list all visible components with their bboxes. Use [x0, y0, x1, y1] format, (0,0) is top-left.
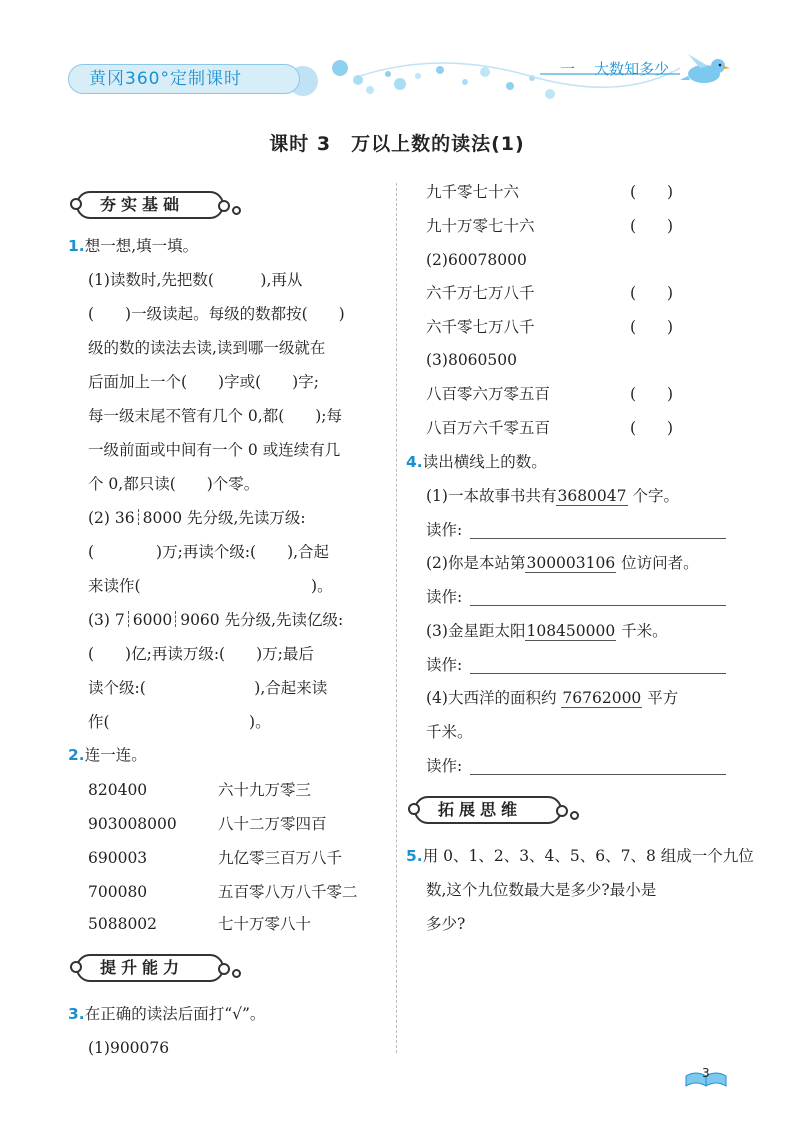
q1-line: (1)读数时,先把数( ),再从	[88, 271, 303, 289]
q1-line	[88, 610, 343, 630]
q4-text: (2)你是本站第	[426, 554, 526, 572]
answer-line[interactable]	[470, 673, 726, 674]
badge-ring	[570, 811, 579, 820]
q3-title	[68, 1004, 265, 1024]
section-badge-extend	[414, 796, 562, 824]
q1-text-part: 9060 先分级,先读亿级:	[180, 611, 344, 629]
section-label: 提升能力	[100, 958, 185, 977]
chapter-heading	[560, 58, 669, 79]
question-number: 1.	[68, 237, 85, 255]
question-number: 5.	[406, 847, 423, 865]
question-number: 3.	[68, 1005, 85, 1023]
match-word: 五百零八万八千零二	[218, 883, 358, 901]
chapter-title: 大数知多少	[594, 60, 670, 78]
answer-parens[interactable]: ( )	[630, 385, 674, 403]
q1-number-part: (2) 36	[88, 509, 135, 527]
q3-option: 六千零七万八千	[426, 318, 535, 336]
brand-badge	[68, 64, 300, 94]
q4-text: (1)一本故事书共有	[426, 487, 557, 505]
brand-text: 黄冈360°定制课时	[89, 69, 242, 89]
q4-text: 位访问者。	[621, 554, 699, 572]
question-text: 用 0、1、2、3、4、5、6、7、8 组成一个九位	[422, 847, 754, 865]
answer-parens[interactable]: ( )	[630, 318, 674, 336]
section-label: 拓展思维	[438, 800, 523, 819]
match-number: 903008000	[88, 815, 177, 833]
q3-sub: (1)900076	[88, 1039, 170, 1057]
question-number: 2.	[68, 746, 85, 764]
q1-line: 后面加上一个( )字或( )字;	[88, 373, 319, 391]
question-text: 想一想,填一填。	[84, 237, 199, 255]
match-number: 690003	[88, 849, 148, 867]
underlined-number: 3680047	[557, 487, 627, 505]
q1-line: 作( )。	[88, 713, 271, 731]
q5-line	[406, 846, 754, 866]
q3-sub: (2)60078000	[426, 251, 527, 269]
read-label: 读作:	[426, 521, 463, 539]
q1-text-part: 8000 先分级,先读万级:	[142, 509, 306, 527]
match-word: 七十万零八十	[218, 915, 312, 933]
q1-line: ( )万;再读个级:( ),合起	[88, 543, 330, 561]
section-badge-basic	[76, 191, 224, 219]
badge-ring	[218, 200, 230, 212]
digit-separator	[128, 611, 130, 627]
match-number: 700080	[88, 883, 148, 901]
q4-text: 千米。	[621, 622, 668, 640]
q5-line: 数,这个九位数最大是多少?最小是	[426, 881, 657, 899]
q1-line	[88, 508, 306, 528]
chapter-number: 一	[560, 60, 576, 78]
q4-text: 个字。	[632, 487, 679, 505]
q4-item	[426, 688, 678, 708]
match-word: 九亿零三百万八千	[218, 849, 343, 867]
q4-text: (4)大西洋的面积约	[426, 689, 557, 707]
q4-title	[406, 452, 547, 472]
read-label: 读作:	[426, 757, 463, 775]
answer-parens[interactable]: ( )	[630, 284, 674, 302]
answer-parens[interactable]: ( )	[630, 183, 674, 201]
underlined-number: 300003106	[526, 554, 616, 572]
answer-parens[interactable]: ( )	[630, 217, 674, 235]
q1-line: 一级前面或中间有一个 0 或连续有几	[88, 441, 341, 459]
q3-option: 六千万七万八千	[426, 284, 535, 302]
q1-number-part: (3) 7	[88, 611, 125, 629]
section-badge-improve	[76, 954, 224, 982]
q5-line: 多少?	[426, 915, 466, 933]
q1-number-part: 6000	[132, 611, 173, 629]
underlined-number: 76762000	[562, 689, 642, 707]
q4-text: 平方	[647, 689, 679, 707]
question-text: 读出横线上的数。	[422, 453, 547, 471]
question-text: 连一连。	[84, 746, 147, 764]
match-number: 5088002	[88, 915, 158, 933]
q4-item	[426, 621, 668, 641]
q4-text: (3)金星距太阳	[426, 622, 526, 640]
q3-option: 八百零六万零五百	[426, 385, 551, 403]
q1-title	[68, 236, 198, 256]
q1-line: 每一级末尾不管有几个 0,都( );每	[88, 407, 343, 425]
q4-item	[426, 553, 699, 573]
underlined-number: 108450000	[526, 622, 616, 640]
q4-item	[426, 486, 679, 506]
q3-sub: (3)8060500	[426, 351, 517, 369]
q1-line: ( )一级读起。每级的数都按( )	[88, 305, 345, 323]
q1-line: 来读作( )。	[88, 577, 333, 595]
badge-ring	[70, 961, 82, 973]
read-label: 读作:	[426, 588, 463, 606]
q4-item-cont: 千米。	[426, 723, 473, 741]
match-word: 六十九万零三	[218, 781, 312, 799]
badge-ring	[232, 969, 241, 978]
answer-line[interactable]	[470, 774, 726, 775]
q1-line: 个 0,都只读( )个零。	[88, 475, 260, 493]
q3-option: 八百万六千零五百	[426, 419, 551, 437]
badge-ring	[556, 805, 568, 817]
answer-line[interactable]	[470, 605, 726, 606]
match-word: 八十二万零四百	[218, 815, 327, 833]
badge-ring	[408, 803, 420, 815]
q1-line: ( )亿;再读万级:( )万;最后	[88, 645, 314, 663]
q3-option: 九千零七十六	[426, 183, 520, 201]
question-number: 4.	[406, 453, 423, 471]
question-text: 在正确的读法后面打“√”。	[84, 1005, 266, 1023]
answer-parens[interactable]: ( )	[630, 419, 674, 437]
bird-icon	[680, 50, 730, 94]
digit-separator	[138, 509, 140, 525]
q1-line: 级的数的读法去读,读到哪一级就在	[88, 339, 326, 357]
badge-ring	[232, 206, 241, 215]
q3-option: 九十万零七十六	[426, 217, 535, 235]
badge-ring	[70, 198, 82, 210]
q1-line: 读个级:( ),合起来读	[88, 679, 328, 697]
read-label: 读作:	[426, 656, 463, 674]
column-divider	[396, 183, 397, 1053]
q2-title	[68, 745, 147, 765]
answer-line[interactable]	[470, 538, 726, 539]
match-number: 820400	[88, 781, 148, 799]
digit-separator	[175, 611, 177, 627]
badge-ring	[218, 963, 230, 975]
page-number: 3	[702, 1066, 710, 1080]
section-label: 夯实基础	[100, 195, 185, 214]
lesson-title: 课时 3 万以上数的读法(1)	[269, 133, 525, 155]
